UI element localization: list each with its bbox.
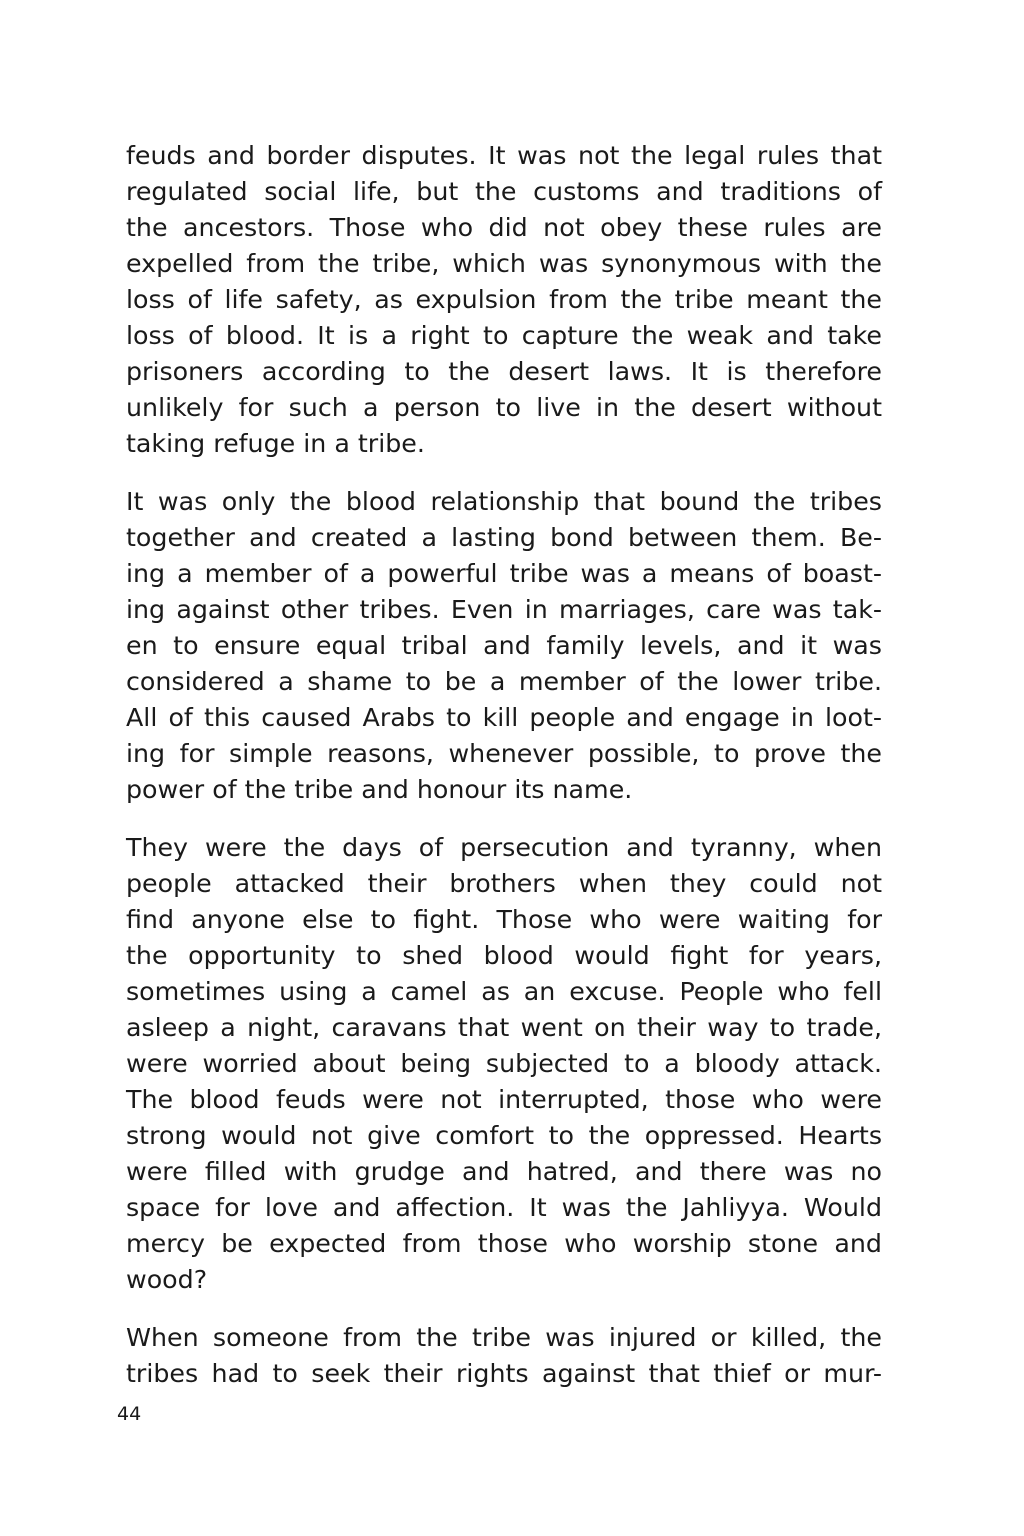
- text-line: tribes had to seek their rights against that thief or mur-: [126, 1359, 882, 1388]
- paragraph-3: [126, 830, 882, 1298]
- text-line: together and created a lasting bond between them. Be-: [126, 523, 882, 552]
- paragraph-2: [126, 484, 882, 808]
- text-line: prisoners according to the desert laws. It is therefore: [126, 357, 882, 386]
- text-line: wood?: [126, 1265, 208, 1294]
- text-line: The blood feuds were not interrupted, those who were: [126, 1085, 882, 1114]
- text-line: ing for simple reasons, whenever possible, to prove the: [126, 739, 882, 768]
- text-line: considered a shame to be a member of the lower tribe.: [126, 667, 882, 696]
- body-text: [126, 138, 882, 1414]
- text-line: All of this caused Arabs to kill people and engage in loot-: [126, 703, 882, 732]
- text-line: the opportunity to shed blood would fight for years,: [126, 941, 882, 970]
- text-line: en to ensure equal tribal and family levels, and it was: [126, 631, 882, 660]
- text-line: the ancestors. Those who did not obey these rules are: [126, 213, 882, 242]
- text-line: expelled from the tribe, which was synonymous with the: [126, 249, 882, 278]
- text-line: people attacked their brothers when they could not: [126, 869, 882, 898]
- text-line: unlikely for such a person to live in the desert without: [126, 393, 882, 422]
- text-line: When someone from the tribe was injured or killed, the: [126, 1323, 882, 1352]
- text-line: regulated social life, but the customs and traditions of: [126, 177, 882, 206]
- text-line: ing against other tribes. Even in marriages, care was tak-: [126, 595, 882, 624]
- text-line: loss of blood. It is a right to capture the weak and take: [126, 321, 882, 350]
- text-line: find anyone else to fight. Those who were waiting for: [126, 905, 882, 934]
- text-line: were worried about being subjected to a bloody attack.: [126, 1049, 882, 1078]
- page-number: 44: [117, 1403, 142, 1425]
- text-line: loss of life safety, as expulsion from the tribe meant the: [126, 285, 882, 314]
- text-line: space for love and affection. It was the Jahliyya. Would: [126, 1193, 882, 1222]
- text-line: feuds and border disputes. It was not the legal rules that: [126, 141, 882, 170]
- text-line: sometimes using a camel as an excuse. People who fell: [126, 977, 882, 1006]
- text-line: mercy be expected from those who worship stone and: [126, 1229, 882, 1258]
- text-line: ing a member of a powerful tribe was a means of boast-: [126, 559, 882, 588]
- text-line: asleep a night, caravans that went on their way to trade,: [126, 1013, 882, 1042]
- text-line: strong would not give comfort to the oppressed. Hearts: [126, 1121, 882, 1150]
- text-line: taking refuge in a tribe.: [126, 429, 425, 458]
- text-line: were filled with grudge and hatred, and there was no: [126, 1157, 882, 1186]
- text-line: power of the tribe and honour its name.: [126, 775, 633, 804]
- paragraph-1: [126, 138, 882, 462]
- text-line: It was only the blood relationship that bound the tribes: [126, 487, 882, 516]
- text-line: They were the days of persecution and tyranny, when: [126, 833, 882, 862]
- paragraph-4: [126, 1320, 882, 1392]
